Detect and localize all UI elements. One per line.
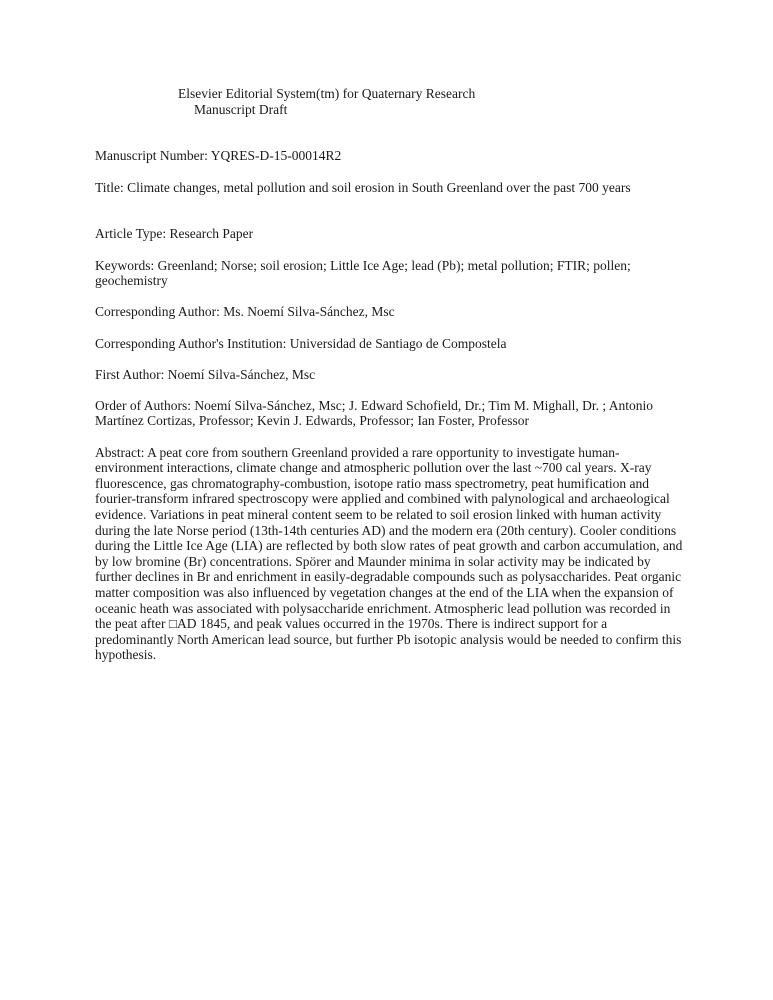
document-header xyxy=(178,86,683,117)
order-of-authors: Order of Authors: Noemí Silva-Sánchez, Msc; J. Edward Schofield, Dr.; Tim M. Mighall, Dr. ; Antonio Martínez Cortizas, Professor; Kevin J. Edwards, Professor; Ian Foster, Professor xyxy=(95,397,653,429)
corresponding-author-institution: Corresponding Author's Institution: Universidad de Santiago de Compostela xyxy=(95,335,507,351)
editorial-system-title: Elsevier Editorial System(tm) for Quaternary Research xyxy=(178,86,476,101)
corresponding-author: Corresponding Author: Ms. Noemí Silva-Sánchez, Msc xyxy=(95,304,395,320)
manuscript-draft-subtitle: Manuscript Draft xyxy=(194,101,288,117)
keywords: Keywords: Greenland; Norse; soil erosion; Little Ice Age; lead (Pb); metal pollution; FTIR; pollen; geochemistry xyxy=(95,257,631,289)
article-type: Article Type: Research Paper xyxy=(95,226,254,242)
abstract: Abstract: A peat core from southern Greenland provided a rare opportunity to investigate human-environment interactions, climate change and atmospheric pollution over the last ~700 cal years. X-ray fluorescence, gas chromatography-combustion, isotope ratio mass spectrometry, peat humification and fourier-transform infrared spectroscopy were applied and combined with palynological and archaeological evidence. Variations in peat mineral content seem to be related to soil erosion linked with human activity during the late Norse period (13th-14th centuries AD) and the modern era (20th century). Cooler conditions during the Little Ice Age (LIA) are reflected by both slow rates of peat growth and carbon accumulation, and by low bromine (Br) concentrations. Spörer and Maunder minima in solar activity may be indicated by further declines in Br and enrichment in easily-degradable compounds such as polysaccharides. Peat organic matter composition was also influenced by vegetation changes at the end of the LIA when the expansion of oceanic heath was associated with polysaccharide enrichment. Atmospheric lead pollution was recorded in the peat after □AD 1845, and peak values occurred in the 1970s. There is indirect support for a predominantly North American lead source, but further Pb isotopic analysis would be needed to confirm this hypothesis. xyxy=(95,444,683,663)
manuscript-number: Manuscript Number: YQRES-D-15-00014R2 xyxy=(95,148,342,164)
document-title: Title: Climate changes, metal pollution and soil erosion in South Greenland over the past 700 years xyxy=(95,179,631,195)
first-author: First Author: Noemí Silva-Sánchez, Msc xyxy=(95,366,316,382)
